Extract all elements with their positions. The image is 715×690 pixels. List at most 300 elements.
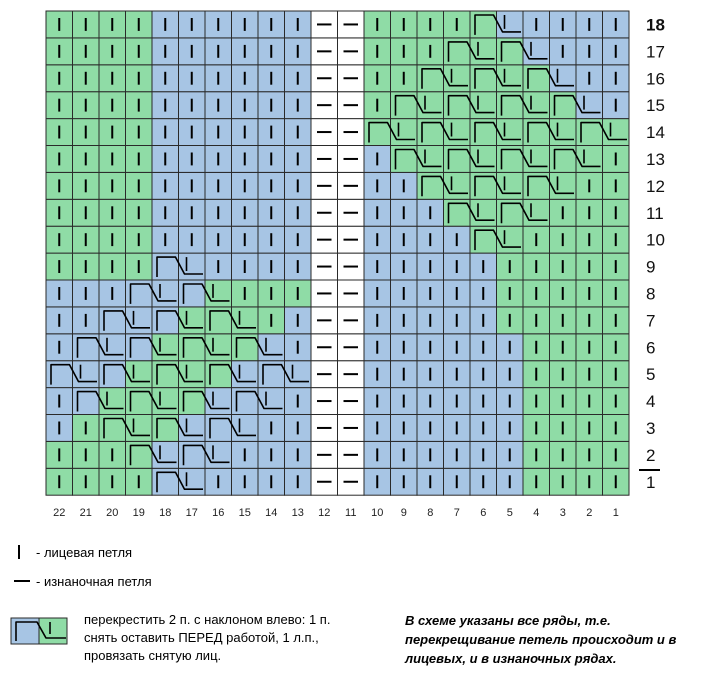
cell-background <box>152 334 179 361</box>
chart-cell <box>258 468 285 495</box>
chart-cell <box>46 334 73 361</box>
row-number: 9 <box>646 257 656 277</box>
legend-cross-line2: снять оставить ПЕРЕД работой, 1 л.п., <box>84 630 319 645</box>
chart-cell <box>126 172 153 199</box>
chart-cell <box>523 441 550 468</box>
chart-cell <box>391 361 418 388</box>
chart-cell <box>576 38 603 65</box>
chart-cell <box>152 172 179 199</box>
chart-cell <box>523 468 550 495</box>
chart-cell <box>550 334 577 361</box>
chart-cell <box>550 388 577 415</box>
chart-cell <box>364 388 391 415</box>
chart-cell <box>258 253 285 280</box>
row-number: 11 <box>646 203 664 223</box>
chart-cell <box>232 146 259 173</box>
chart-cell <box>417 361 444 388</box>
chart-cell <box>152 65 179 92</box>
chart-cell <box>285 361 312 388</box>
chart-cell <box>338 334 365 361</box>
chart-cell <box>258 38 285 65</box>
cell-background <box>258 334 285 361</box>
chart-cell <box>205 441 232 468</box>
chart-cell <box>576 361 603 388</box>
chart-cell <box>126 415 153 442</box>
chart-cell <box>152 11 179 38</box>
row-number: 8 <box>646 284 656 304</box>
chart-cell <box>444 388 471 415</box>
chart-cell <box>179 11 206 38</box>
chart-cell <box>205 172 232 199</box>
chart-cell <box>99 65 126 92</box>
chart-cell <box>73 226 100 253</box>
chart-cell <box>576 388 603 415</box>
chart-cell <box>179 226 206 253</box>
chart-cell <box>179 119 206 146</box>
chart-cell <box>497 441 524 468</box>
chart-cell <box>444 11 471 38</box>
chart-cell <box>73 307 100 334</box>
row-number: 2 <box>646 445 656 465</box>
cell-background <box>444 172 471 199</box>
chart-cell <box>285 415 312 442</box>
chart-cell <box>417 199 444 226</box>
chart-cell <box>99 280 126 307</box>
chart-cell <box>46 11 73 38</box>
chart-cell <box>46 388 73 415</box>
cell-background <box>470 146 497 173</box>
chart-cell <box>603 334 630 361</box>
chart-cell <box>497 280 524 307</box>
chart-cell <box>285 92 312 119</box>
chart-cell <box>391 226 418 253</box>
chart-cell <box>603 92 630 119</box>
row-number: 12 <box>646 176 665 196</box>
chart-cell <box>99 92 126 119</box>
chart-cell <box>576 334 603 361</box>
chart-cell <box>205 38 232 65</box>
cell-background <box>205 280 232 307</box>
chart-cell <box>258 388 285 415</box>
row-number: 10 <box>646 230 665 250</box>
chart-cell <box>126 307 153 334</box>
chart-cell <box>311 307 338 334</box>
chart-cell <box>364 11 391 38</box>
chart-cell <box>417 38 444 65</box>
chart-cell <box>99 119 126 146</box>
column-number: 12 <box>318 507 331 519</box>
chart-cell <box>417 307 444 334</box>
chart-cell <box>338 38 365 65</box>
chart-cell <box>232 307 259 334</box>
chart-cell <box>258 226 285 253</box>
chart-cell <box>311 172 338 199</box>
chart-cell <box>444 334 471 361</box>
legend-cross-line3: провязать снятую лиц. <box>84 648 222 663</box>
column-number: 21 <box>79 507 92 519</box>
chart-note-line1: В схеме указаны все ряды, т.е. <box>405 613 611 628</box>
chart-cell <box>417 226 444 253</box>
chart-note <box>405 611 676 668</box>
row-number: 4 <box>646 392 656 412</box>
chart-cell <box>364 253 391 280</box>
chart-cell <box>550 253 577 280</box>
chart-cell <box>523 11 550 38</box>
chart-cell <box>364 441 391 468</box>
chart-cell <box>258 415 285 442</box>
chart-cell <box>576 172 603 199</box>
chart-cell <box>285 226 312 253</box>
chart-cell <box>311 38 338 65</box>
chart-cell <box>311 199 338 226</box>
chart-cell <box>258 11 285 38</box>
chart-cell <box>73 172 100 199</box>
chart-cell <box>603 253 630 280</box>
chart-cell <box>73 468 100 495</box>
chart-cell <box>603 172 630 199</box>
cell-background <box>523 92 550 119</box>
cell-background <box>470 38 497 65</box>
chart-cell <box>391 65 418 92</box>
chart-cell <box>391 199 418 226</box>
chart-cell <box>603 441 630 468</box>
chart-cell <box>391 11 418 38</box>
chart-cell <box>576 11 603 38</box>
column-number: 7 <box>453 507 460 519</box>
chart-cell <box>576 199 603 226</box>
chart-cell <box>285 119 312 146</box>
chart-cell <box>285 172 312 199</box>
cell-background <box>99 334 126 361</box>
chart-cell <box>126 361 153 388</box>
cell-background <box>444 65 471 92</box>
chart-cell <box>364 307 391 334</box>
legend-cross-label <box>84 611 330 665</box>
chart-cell <box>338 361 365 388</box>
cell-background <box>497 65 524 92</box>
chart-cell <box>550 11 577 38</box>
column-number: 20 <box>106 507 119 519</box>
chart-cell <box>576 307 603 334</box>
chart-cell <box>285 388 312 415</box>
chart-cell <box>285 468 312 495</box>
chart-cell <box>338 65 365 92</box>
chart-cell <box>550 119 577 146</box>
chart-cell <box>179 361 206 388</box>
chart-cell <box>497 307 524 334</box>
chart-cell <box>205 119 232 146</box>
column-number: 14 <box>265 507 278 519</box>
chart-cell <box>603 280 630 307</box>
chart-cell <box>550 307 577 334</box>
chart-cell <box>497 226 524 253</box>
cell-background <box>126 307 153 334</box>
chart-cell <box>444 253 471 280</box>
chart-cell <box>338 280 365 307</box>
chart-cell <box>497 65 524 92</box>
chart-cell <box>179 253 206 280</box>
chart-cell <box>470 280 497 307</box>
cell-background <box>576 146 603 173</box>
cell-background <box>258 388 285 415</box>
chart-cell <box>99 226 126 253</box>
chart-cell <box>364 280 391 307</box>
chart-cell <box>258 280 285 307</box>
chart-cell <box>152 441 179 468</box>
column-number: 13 <box>291 507 304 519</box>
chart-cell <box>311 468 338 495</box>
chart-cell <box>417 334 444 361</box>
column-number: 19 <box>132 507 145 519</box>
chart-cell <box>523 146 550 173</box>
chart-cell <box>603 415 630 442</box>
chart-cell <box>497 334 524 361</box>
chart-cell <box>311 146 338 173</box>
chart-cell <box>444 361 471 388</box>
chart-cell <box>417 415 444 442</box>
chart-cell <box>232 415 259 442</box>
column-number: 3 <box>559 507 566 519</box>
cell-background <box>179 307 206 334</box>
column-number: 4 <box>533 507 540 519</box>
row-number: 16 <box>646 69 665 89</box>
column-number: 10 <box>371 507 384 519</box>
chart-cell <box>603 307 630 334</box>
chart-cell <box>497 415 524 442</box>
chart-cell <box>73 119 100 146</box>
row-number: 18 <box>646 15 665 35</box>
chart-cell <box>523 307 550 334</box>
cell-background <box>99 388 126 415</box>
chart-cell <box>99 38 126 65</box>
chart-cell <box>285 11 312 38</box>
chart-cell <box>179 199 206 226</box>
chart-cell <box>523 253 550 280</box>
chart-cell <box>285 146 312 173</box>
chart-cell <box>152 146 179 173</box>
row-number: 5 <box>646 365 656 385</box>
row-number: 1 <box>646 472 656 492</box>
chart-cell <box>417 92 444 119</box>
chart-cell <box>73 361 100 388</box>
chart-note-line3: лицевых, и в изнаночных рядах. <box>405 651 617 666</box>
chart-cell <box>205 388 232 415</box>
legend-cross-line1: перекрестить 2 п. с наклоном влево: 1 п. <box>84 612 331 627</box>
chart-cell <box>364 468 391 495</box>
chart-cell <box>417 253 444 280</box>
chart-cell <box>364 38 391 65</box>
chart-cell <box>603 226 630 253</box>
chart-cell <box>311 361 338 388</box>
chart-cell <box>126 253 153 280</box>
chart-cell <box>126 146 153 173</box>
cell-background <box>523 146 550 173</box>
cell-background <box>391 119 418 146</box>
chart-cell <box>205 226 232 253</box>
chart-cell <box>126 468 153 495</box>
chart-cell <box>99 388 126 415</box>
chart-cell <box>99 334 126 361</box>
cell-background <box>232 415 259 442</box>
chart-cell <box>338 119 365 146</box>
chart-cell <box>205 280 232 307</box>
chart-cell <box>550 280 577 307</box>
chart-cell <box>497 11 524 38</box>
row-number: 6 <box>646 338 656 358</box>
chart-cell <box>179 146 206 173</box>
cell-background <box>179 415 206 442</box>
chart-cell <box>73 253 100 280</box>
chart-cell <box>497 388 524 415</box>
chart-cell <box>444 307 471 334</box>
column-number: 17 <box>185 507 198 519</box>
chart-cell <box>232 280 259 307</box>
chart-cell <box>232 253 259 280</box>
cell-background <box>523 199 550 226</box>
column-number: 9 <box>400 507 407 519</box>
chart-cell <box>364 199 391 226</box>
chart-note-line2: перекрещивание петель происходит и в <box>405 632 677 647</box>
cell-background <box>232 307 259 334</box>
chart-cell <box>550 361 577 388</box>
chart-cell <box>179 468 206 495</box>
cell-background <box>497 172 524 199</box>
chart-cell <box>73 65 100 92</box>
chart-cell <box>311 253 338 280</box>
chart-cell <box>576 468 603 495</box>
chart-cell <box>338 388 365 415</box>
chart-cell <box>46 199 73 226</box>
chart-cell <box>99 172 126 199</box>
chart-cell <box>205 146 232 173</box>
chart-cell <box>99 468 126 495</box>
chart-cell <box>550 199 577 226</box>
chart-cell <box>338 226 365 253</box>
chart-cell <box>470 361 497 388</box>
chart-cell <box>46 415 73 442</box>
chart-cell <box>523 388 550 415</box>
chart-cell <box>470 388 497 415</box>
row-number: 13 <box>646 149 665 169</box>
chart-cell <box>470 38 497 65</box>
chart-cell <box>364 334 391 361</box>
chart-cell <box>285 280 312 307</box>
chart-cell <box>523 199 550 226</box>
chart-cell <box>232 172 259 199</box>
chart-cell <box>73 415 100 442</box>
chart-cell <box>417 11 444 38</box>
column-number: 18 <box>159 507 172 519</box>
column-number: 2 <box>586 507 593 519</box>
chart-cell <box>391 415 418 442</box>
chart-cell <box>258 92 285 119</box>
chart-cell <box>205 92 232 119</box>
chart-cell <box>338 307 365 334</box>
column-number: 5 <box>506 507 513 519</box>
chart-cell <box>444 172 471 199</box>
chart-cell <box>523 280 550 307</box>
chart-cell <box>99 253 126 280</box>
cell-background <box>576 92 603 119</box>
chart-cell <box>311 415 338 442</box>
chart-cell <box>285 441 312 468</box>
cell-background <box>232 361 259 388</box>
chart-cell <box>285 65 312 92</box>
chart-cell <box>576 146 603 173</box>
chart-cell <box>179 38 206 65</box>
chart-cell <box>444 65 471 92</box>
chart-cell <box>523 226 550 253</box>
chart-cell <box>232 119 259 146</box>
cell-background <box>550 119 577 146</box>
column-number: 22 <box>53 507 66 519</box>
chart-cell <box>576 226 603 253</box>
chart-cell <box>338 441 365 468</box>
chart-cell <box>285 334 312 361</box>
column-number: 11 <box>345 507 357 519</box>
chart-cell <box>470 146 497 173</box>
chart-cell <box>470 253 497 280</box>
chart-cell <box>285 199 312 226</box>
chart-cell <box>603 388 630 415</box>
chart-cell <box>338 11 365 38</box>
chart-cell <box>364 415 391 442</box>
cell-background <box>126 415 153 442</box>
chart-cell <box>444 441 471 468</box>
chart-cell <box>232 65 259 92</box>
chart-cell <box>179 65 206 92</box>
chart-cell <box>497 361 524 388</box>
chart-cell <box>73 280 100 307</box>
chart-cell <box>603 361 630 388</box>
chart-cell <box>258 307 285 334</box>
chart-cell <box>470 334 497 361</box>
chart-cell <box>258 441 285 468</box>
chart-cell <box>311 441 338 468</box>
chart-cell <box>311 280 338 307</box>
chart-cell <box>338 468 365 495</box>
row-number: 14 <box>646 123 665 143</box>
chart-cell <box>603 119 630 146</box>
chart-cell <box>603 38 630 65</box>
chart-cell <box>205 334 232 361</box>
cell-background <box>444 119 471 146</box>
chart-cell <box>46 119 73 146</box>
cell-background <box>205 441 232 468</box>
chart-cell <box>232 11 259 38</box>
row-number: 17 <box>646 42 665 62</box>
chart-cell <box>232 361 259 388</box>
chart-cell <box>99 199 126 226</box>
chart-cell <box>152 280 179 307</box>
chart-cell <box>364 146 391 173</box>
chart-cell <box>338 92 365 119</box>
cell-background <box>497 11 524 38</box>
chart-cell <box>576 415 603 442</box>
cell-background <box>179 361 206 388</box>
chart-cell <box>603 468 630 495</box>
legend-knit-label: - лицевая петля <box>36 545 133 560</box>
cell-background <box>285 361 312 388</box>
chart-cell <box>311 92 338 119</box>
legend-purl-label: - изнаночная петля <box>36 574 152 589</box>
chart-cell <box>258 199 285 226</box>
row-numbers <box>646 15 665 491</box>
chart-cell <box>73 38 100 65</box>
chart-cell <box>152 334 179 361</box>
chart-cell <box>99 146 126 173</box>
chart-cell <box>391 441 418 468</box>
